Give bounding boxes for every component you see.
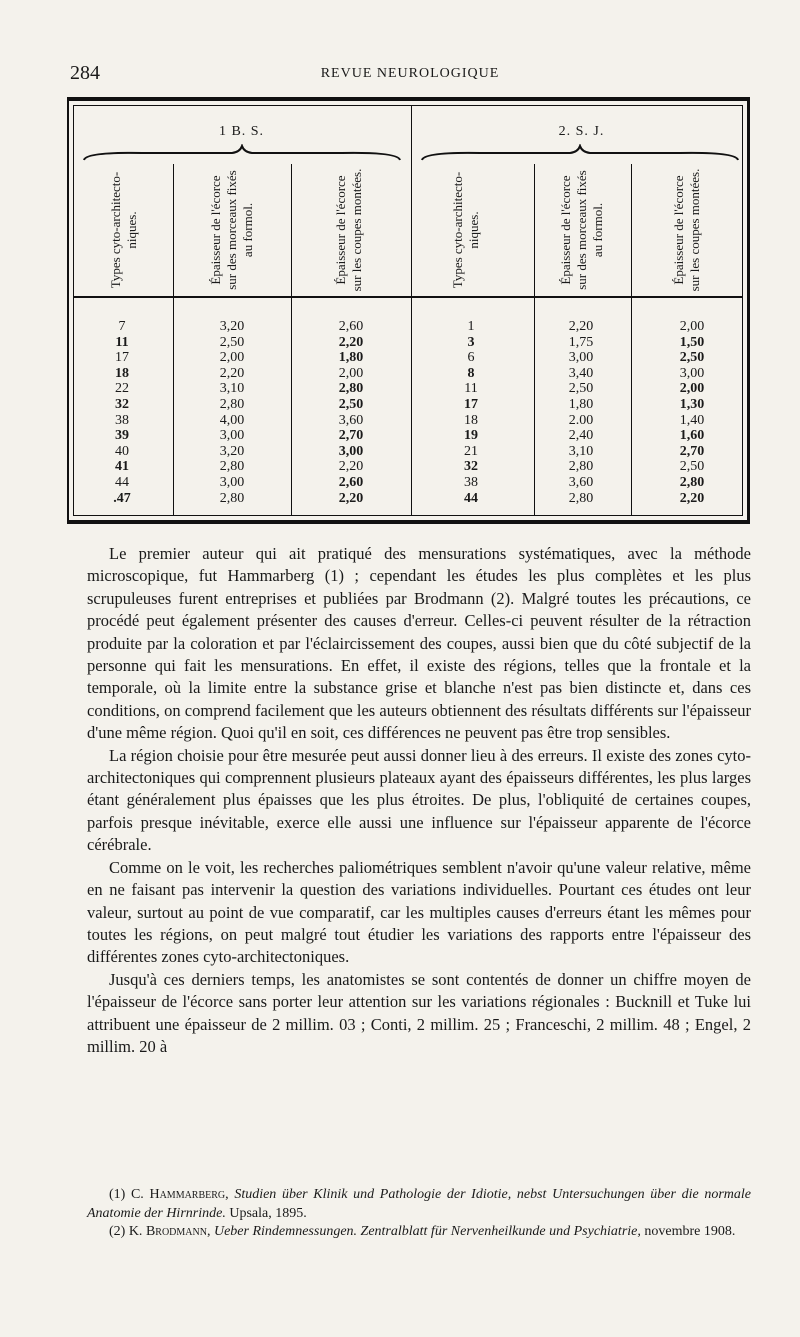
table-cell: 2.00 bbox=[568, 412, 594, 428]
table-cell: 2,80 bbox=[338, 381, 364, 397]
table-cell: 1 bbox=[467, 319, 475, 334]
table-cell: .47 bbox=[113, 490, 131, 506]
table-cell: 7 bbox=[118, 319, 126, 334]
table-cell: 2,20 bbox=[219, 365, 245, 381]
table-cell: 2,80 bbox=[219, 397, 245, 412]
table-cell: 3,00 bbox=[338, 443, 364, 459]
table-cell: 32 bbox=[115, 397, 129, 412]
group-brace-2 bbox=[420, 144, 740, 162]
table-cell: 2,50 bbox=[219, 334, 245, 350]
page-header bbox=[70, 62, 750, 86]
table-cell: 21 bbox=[464, 443, 478, 459]
table-cell: 22 bbox=[115, 381, 129, 397]
table-cell: 2,70 bbox=[679, 443, 705, 459]
group-label-1: 1 B. S. bbox=[218, 124, 265, 139]
table-cell: 2,00 bbox=[338, 365, 364, 381]
table-cell: 3,00 bbox=[679, 365, 705, 381]
table-cell: 2,50 bbox=[338, 397, 364, 412]
table-cell: 2,20 bbox=[338, 459, 364, 475]
table-cell: 2,80 bbox=[219, 459, 245, 475]
table-cell: 2,80 bbox=[679, 475, 705, 490]
table-cell: 39 bbox=[115, 428, 129, 444]
paragraph: Le premier auteur qui ait pratiqué des mensurations systématiques, avec la méthode microscopique, fut Hammarberg (1) ; cependant les études les plus complètes et les plus scrupuleuses furent entreprises et publiées par Brodmann (2). Malgré toutes les précautions, ce procédé peut également présenter des causes d'erreur. Celles-ci peuvent résulter de la rétraction produite par la coloration et par l'éclaircissement des coupes, aussi bien que du côté subjectif de la personne qui fait les mensurations. En effet, il existe des régions, telles que la frontale et la temporale, où la limite entre la substance grise et blanche n'est pas bien distincte et, dans ces conditions, on comprend facilement que les auteurs obtiennent des résultats différents sur l'épaisseur d'une même région. Quoi qu'il en soit, ces différences ne peuvent pas être trop sensibles. bbox=[87, 544, 751, 743]
table-cell: 2,20 bbox=[568, 319, 594, 334]
column-divider bbox=[534, 164, 535, 515]
table-cell: 1,40 bbox=[679, 412, 705, 428]
table-cell: 44 bbox=[115, 475, 129, 490]
column-divider bbox=[631, 164, 632, 515]
table-cell: 1,80 bbox=[568, 397, 594, 412]
table-cell: 2,80 bbox=[568, 490, 594, 506]
group-divider bbox=[411, 106, 412, 515]
column-header: Épaisseur de l'écorce sur les coupes montées. bbox=[671, 168, 702, 292]
table-cell: 18 bbox=[464, 412, 478, 428]
table-cell: 3,20 bbox=[219, 443, 245, 459]
table-cell: 3,20 bbox=[219, 319, 245, 334]
table-cell: 1,60 bbox=[679, 428, 705, 444]
table-cell: 2,50 bbox=[679, 350, 705, 366]
table-cell: 2,00 bbox=[219, 350, 245, 366]
group-label-2: 2. S. J. bbox=[558, 124, 605, 139]
body-text bbox=[87, 543, 751, 1058]
table-cell: 41 bbox=[115, 459, 129, 475]
column-divider bbox=[173, 164, 174, 515]
table-cell: 3 bbox=[467, 334, 475, 350]
table-cell: 2,70 bbox=[338, 428, 364, 444]
table-cell: 2,00 bbox=[679, 381, 705, 397]
table-cell: 17 bbox=[115, 350, 129, 366]
table-cell: 6 bbox=[467, 350, 475, 366]
table-cell: 40 bbox=[115, 443, 129, 459]
table-cell: 19 bbox=[464, 428, 478, 444]
table-cell: 3,60 bbox=[338, 412, 364, 428]
table-cell: 1,80 bbox=[338, 350, 364, 366]
table-cell: 3,10 bbox=[219, 381, 245, 397]
table-cell: 44 bbox=[464, 490, 478, 506]
table-cell: 3,60 bbox=[568, 475, 594, 490]
table-cell: 38 bbox=[464, 475, 478, 490]
table-cell: 11 bbox=[115, 334, 129, 350]
table-cell: 8 bbox=[467, 365, 475, 381]
table-cell: 1,75 bbox=[568, 334, 594, 350]
footnotes bbox=[87, 1186, 751, 1242]
measurement-table bbox=[67, 97, 750, 524]
table-cell: 3,00 bbox=[568, 350, 594, 366]
table-cell: 2,50 bbox=[568, 381, 594, 397]
table-cell: 11 bbox=[464, 381, 478, 397]
column-header: Types cyto-architecto- niques. bbox=[108, 171, 139, 289]
table-cell: 1,30 bbox=[679, 397, 705, 412]
table-cell: 38 bbox=[115, 412, 129, 428]
table-cell: 3,00 bbox=[219, 428, 245, 444]
table-cell: 2,60 bbox=[338, 319, 364, 334]
column-divider bbox=[291, 164, 292, 515]
footnote: (1) C. Hammarberg, Studien über Klinik und Pathologie der Idiotie, nebst Untersuchungen über die normale Anatomie der Hirnrinde. Upsala, 1895. bbox=[87, 1187, 751, 1221]
table-cell: 2,00 bbox=[679, 319, 705, 334]
table-cell: 3,10 bbox=[568, 443, 594, 459]
table-cell: 17 bbox=[464, 397, 478, 412]
table-cell: 2,40 bbox=[568, 428, 594, 444]
table-inner-frame bbox=[73, 105, 743, 516]
table-cell: 2,80 bbox=[568, 459, 594, 475]
table-cell: 18 bbox=[115, 365, 129, 381]
table-cell: 2,50 bbox=[679, 459, 705, 475]
paragraph: Comme on le voit, les recherches paliométriques semblent n'avoir qu'une valeur relative, même en ne faisant pas intervenir la question des variations individuelles. Pourtant ces études ont leur valeur, surtout au point de vue comparatif, car les multiples causes d'erreurs étant les mêmes pour toutes les régions, on peut malgré tout étudier les variations des rapports entre l'épaisseur des différentes zones cyto-architectoniques. bbox=[87, 857, 751, 967]
table-cell: 3,00 bbox=[219, 475, 245, 490]
column-header: Types cyto-architecto- niques. bbox=[450, 171, 481, 289]
table-cell: 2,80 bbox=[219, 490, 245, 506]
table-cell: 32 bbox=[464, 459, 478, 475]
page-number: 284 bbox=[70, 62, 100, 84]
table-cell: 2,60 bbox=[338, 475, 364, 490]
table-cell: 2,20 bbox=[679, 490, 705, 506]
header-rule bbox=[74, 296, 742, 298]
column-header: Épaisseur de l'écorce sur des morceaux fixés au formol. bbox=[558, 170, 605, 290]
table-cell: 3,40 bbox=[568, 365, 594, 381]
footnote: (2) K. Brodmann, Ueber Rindemnessungen. Zentralblatt für Nervenheilkunde und Psychiatrie, novembre 1908. bbox=[109, 1224, 736, 1239]
column-header: Épaisseur de l'écorce sur les coupes montées. bbox=[333, 168, 364, 292]
paragraph: La région choisie pour être mesurée peut aussi donner lieu à des erreurs. Il existe des zones cyto-architectoniques qui comprennent plusieurs plateaux ayant des épaisseurs différentes, les plus larges étant généralement plus épaisses que les plus étroites. De plus, l'obliquité de certaines coupes, parfois presque inévitable, exerce elle aussi une influence sur l'épaisseur apparente de l'écorce cérébrale. bbox=[87, 745, 751, 855]
group-brace-1 bbox=[82, 144, 402, 162]
paragraph: Jusqu'à ces derniers temps, les anatomistes se sont contentés de donner un chiffre moyen de l'épaisseur de l'écorce sans porter leur attention sur les variations régionales : Bucknill et Tuke lui attribuent une épaisseur de 2 millim. 03 ; Conti, 2 millim. 25 ; Franceschi, 2 millim. 48 ; Engel, 2 millim. 20 à bbox=[87, 969, 751, 1056]
column-header: Épaisseur de l'écorce sur des morceaux fixés au formol. bbox=[208, 170, 255, 290]
table-cell: 2,20 bbox=[338, 490, 364, 506]
table-cell: 4,00 bbox=[219, 412, 245, 428]
table-cell: 2,20 bbox=[338, 334, 364, 350]
running-head: REVUE NEUROLOGIQUE bbox=[320, 66, 500, 81]
table-cell: 1,50 bbox=[679, 334, 705, 350]
